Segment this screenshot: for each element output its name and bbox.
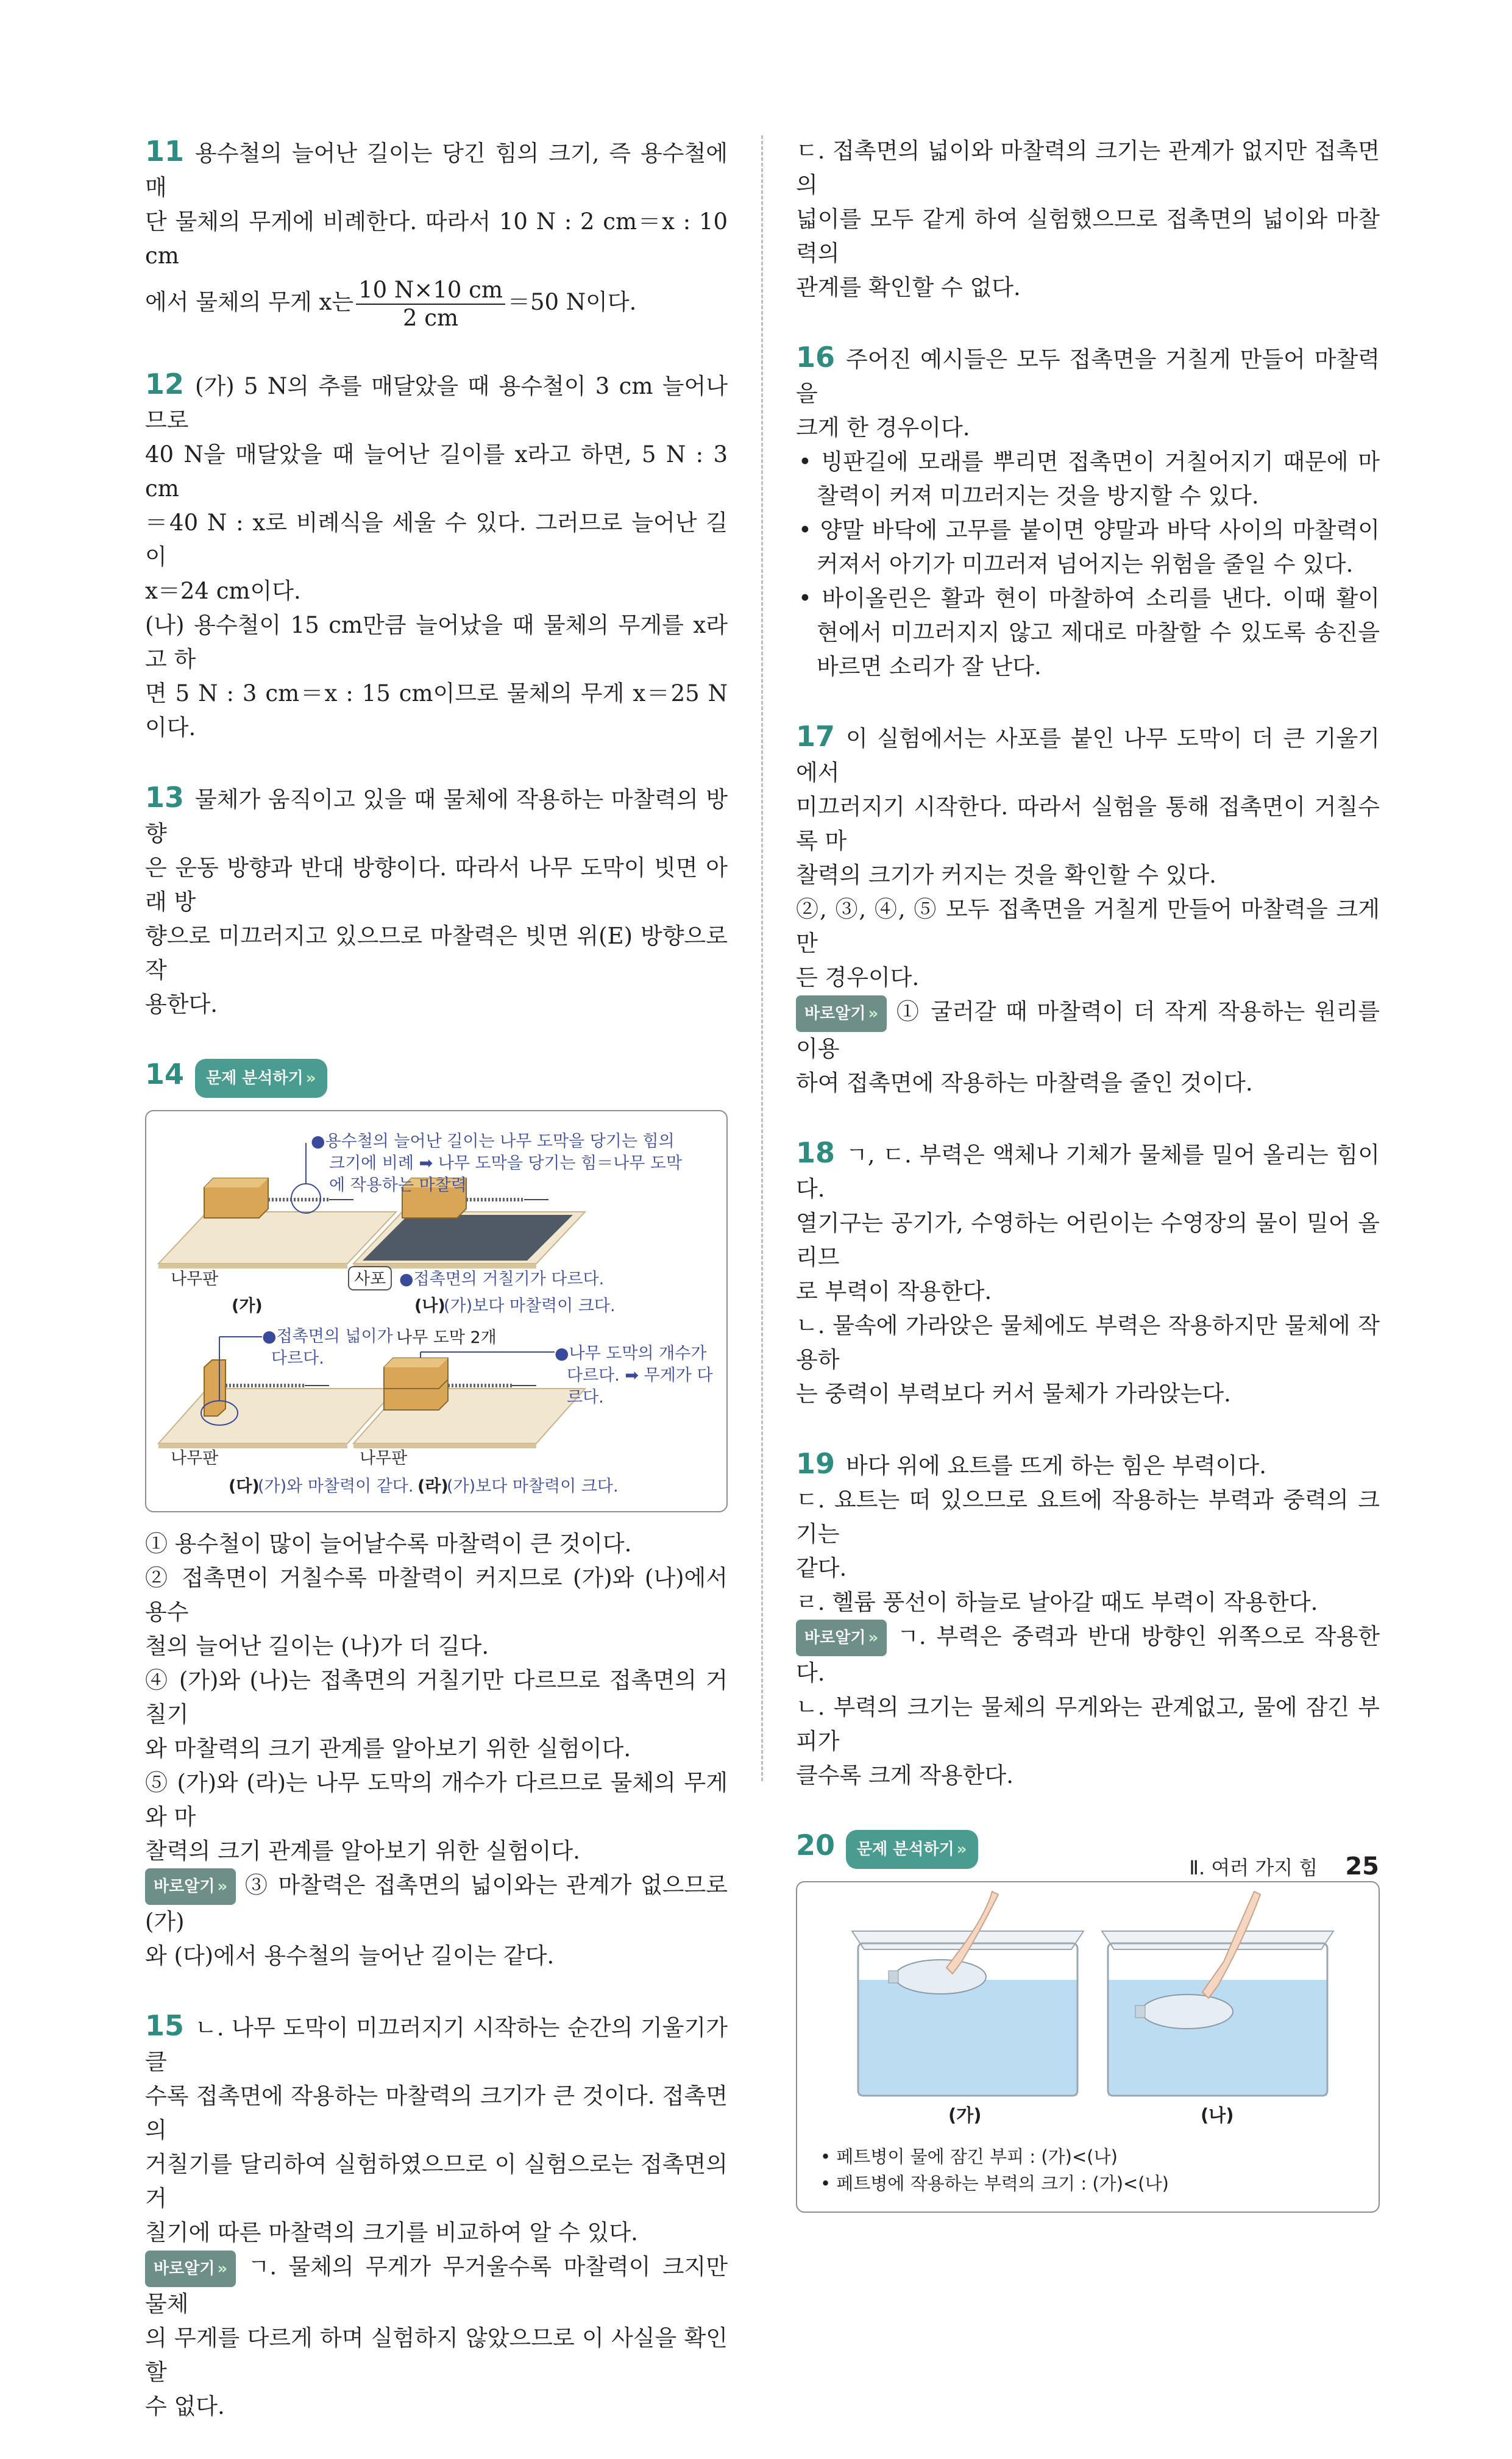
panel-label-da: (다) [229, 1476, 260, 1496]
water-na [1108, 1980, 1327, 2096]
figure-note: 에 작용하는 마찰력 [329, 1175, 467, 1195]
fraction-numerator: 10 N×10 cm [356, 277, 505, 305]
bullet-item: • 양말 바닥에 고무를 붙이면 양말과 바닥 사이의 마찰력이 커져서 아기가 미끄러져 넘어지는 위험을 줄일 수 있다. [798, 517, 1380, 577]
text-line: 물체가 움직이고 있을 때 물체에 작용하는 마찰력의 방향 [145, 786, 728, 847]
panel-desc: (가)보다 마찰력이 크다. [447, 1476, 619, 1496]
figure-note: 크기에 비례 ➡ 나무 도막을 당기는 힘＝나무 도막 [329, 1153, 683, 1173]
right-column [796, 134, 1380, 2248]
text-line: (가) 5 N의 추를 매달았을 때 용수철이 3 cm 늘어나므로 [145, 373, 728, 433]
text-line: 는 중력이 부력보다 커서 물체가 가라앉는다. [796, 1380, 1231, 1407]
figure-note: ●용수철의 늘어난 길이는 나무 도막을 당기는 힘의 [311, 1131, 675, 1151]
text-line: 수록 접촉면에 작용하는 마찰력의 크기가 큰 것이다. 접촉면의 [145, 2083, 728, 2143]
text-line: 은 운동 방향과 반대 방향이다. 따라서 나무 도막이 빗면 아래 방 [145, 855, 728, 915]
badge-label: 바로알기 [154, 1877, 215, 1896]
problem-analysis-badge [846, 1830, 978, 1869]
text-line: 관계를 확인할 수 없다. [796, 274, 1021, 301]
answer-20 [796, 1828, 1380, 2213]
text-line: 철의 늘어난 길이는 (나)가 더 길다. [145, 1632, 489, 1659]
blocks-label: 나무 도막 2개 [396, 1328, 497, 1347]
text-line: 에서 물체의 무게 x는 [145, 289, 354, 315]
water-ga [858, 1980, 1077, 2096]
text-line: ② 접촉면이 거칠수록 마찰력이 커지므로 (가)와 (나)에서 용수 [145, 1564, 728, 1625]
text-line: ＝50 N이다. [507, 289, 637, 315]
text-line: ㄱ, ㄷ. 부력은 액체나 기체가 물체를 밀어 올리는 힘이다. [796, 1141, 1380, 1202]
figure-note: ●접촉면의 넓이가 [262, 1326, 393, 1346]
fraction [356, 277, 505, 332]
board-label: 나무판 [171, 1269, 219, 1289]
figure-note: 다르다. [271, 1348, 324, 1368]
text-line: 넓이를 모두 같게 하여 실험했으므로 접촉면의 넓이와 마찰력의 [796, 206, 1380, 266]
correction-badge [796, 995, 887, 1032]
page-number: 25 [1345, 1852, 1379, 1881]
answer-13 [145, 780, 728, 1022]
text-line: 용수철의 늘어난 길이는 당긴 힘의 크기, 즉 용수철에 매 [145, 140, 728, 201]
question-number: 17 [796, 720, 836, 753]
text-line: 와 (다)에서 용수철의 늘어난 길이는 같다. [145, 1943, 555, 1969]
text-line: 수 없다. [145, 2393, 225, 2419]
panel-label-ga: (가) [948, 2104, 982, 2126]
answer-19 [796, 1447, 1380, 1793]
text-line: 열기구는 공기가, 수영하는 어린이는 수영장의 물이 밀어 올리므 [796, 1209, 1380, 1270]
bottle-ga [895, 1960, 986, 1994]
question-number: 13 [145, 781, 185, 814]
text-line: ① 용수철이 많이 늘어날수록 마찰력이 큰 것이다. [145, 1530, 632, 1557]
text-line: 40 N을 매달았을 때 늘어난 길이를 x라고 하면, 5 N : 3 cm [145, 441, 728, 502]
text-line: 면 5 N : 3 cm＝x : 15 cm이므로 물체의 무게 x＝25 N이다. [145, 680, 728, 741]
figure-note: ●접촉면의 거칠기가 다르다. [399, 1269, 605, 1289]
badge-label: 바로알기 [804, 1629, 866, 1647]
text-line: ㄱ. 부력은 중력과 반대 방향인 위쪽으로 작용한다. [796, 1623, 1380, 1686]
text-line: 미끄러지기 시작한다. 따라서 실험을 통해 접촉면이 거칠수록 마 [796, 794, 1380, 854]
text-line: 거칠기를 달리하여 실험하였으므로 이 실험으로는 접촉면의 거 [145, 2151, 728, 2212]
section-title: Ⅱ. 여러 가지 힘 [1189, 1856, 1318, 1879]
text-line: 찰력의 크기 관계를 알아보기 위한 실험이다. [145, 1837, 580, 1864]
text-line: ㄱ. 물체의 무게가 무거울수록 마찰력이 크지만 물체 [145, 2254, 728, 2317]
text-line: ⑤ (가)와 (라)는 나무 도막의 개수가 다르므로 물체의 무게와 마 [145, 1769, 728, 1830]
figure-bullet: • 페트병에 작용하는 부력의 크기 : (가)<(나) [820, 2173, 1169, 2194]
answer-12 [145, 367, 728, 745]
text-line: 크게 한 경우이다. [796, 415, 970, 441]
answer-14 [145, 1057, 728, 1973]
answer-17 [796, 719, 1380, 1100]
tank-rim-na [1102, 1931, 1333, 1949]
question-number: 12 [145, 368, 185, 400]
figure-note: ●나무 도막의 개수가 [555, 1343, 707, 1363]
page-footer [1189, 1852, 1379, 1881]
correction-badge [145, 1868, 236, 1905]
text-line: 바다 위에 요트를 뜨게 하는 힘은 부력이다. [846, 1452, 1266, 1479]
text-line: 로 부력이 작용한다. [796, 1278, 992, 1304]
bullet-item: • 빙판길에 모래를 뿌리면 접촉면이 거칠어지기 때문에 마찰력이 커져 미끄러지는 것을 방지할 수 있다. [798, 449, 1380, 509]
text-line: 단 물체의 무게에 비례한다. 따라서 10 N : 2 cm＝x : 10 cm [145, 208, 728, 269]
text-line: ㄴ. 나무 도막이 미끄러지기 시작하는 순간의 기울기가 클 [145, 2015, 728, 2075]
text-line: 클수록 크게 작용한다. [796, 1762, 1013, 1788]
text-line: (나) 용수철이 15 cm만큼 늘어났을 때 물체의 무게를 x라고 하 [145, 612, 728, 672]
board-edge [158, 1264, 347, 1269]
wood-block-da [204, 1360, 225, 1416]
text-line: ②, ③, ④, ⑤ 모두 접촉면을 거칠게 만들어 마찰력을 크게 만 [796, 896, 1380, 956]
answer-15-continued [796, 134, 1380, 305]
left-column [145, 134, 728, 2459]
panel-label-ra: (라) [417, 1476, 449, 1496]
text-line: ③ 마찰력은 접촉면의 넓이와는 관계가 없으므로 (가) [145, 1871, 728, 1935]
figure-note: 르다. [567, 1387, 604, 1407]
text-line: 찰력의 크기가 커지는 것을 확인할 수 있다. [796, 862, 1216, 888]
buoyancy-illustration [797, 1882, 1379, 2126]
fraction-denominator: 2 cm [402, 304, 459, 331]
answer-15 [145, 2009, 728, 2424]
text-line: 향으로 미끄러지고 있으므로 마찰력은 빗면 위(E) 방향으로 작 [145, 923, 728, 983]
text-line: 주어진 예시들은 모두 접촉면을 거칠게 만들어 마찰력을 [796, 346, 1380, 407]
text-line: 같다. [796, 1554, 847, 1581]
text-line: 하여 접촉면에 작용하는 마찰력을 줄인 것이다. [796, 1069, 1253, 1096]
text-line: ㄹ. 헬륨 풍선이 하늘로 날아갈 때도 부력이 작용한다. [796, 1589, 1318, 1615]
text-line: 용한다. [145, 991, 218, 1017]
badge-label: 바로알기 [154, 2259, 215, 2278]
badge-label: 바로알기 [804, 1004, 866, 1023]
question-number: 19 [796, 1447, 836, 1480]
text-line: ㄴ. 물속에 가라앉은 물체에도 부력은 작용하지만 물체에 작용하 [796, 1312, 1380, 1373]
answer-18 [796, 1136, 1380, 1411]
panel-label-na: (나) [1201, 2104, 1234, 2126]
panel-desc: (가)와 마찰력이 같다. [258, 1476, 414, 1496]
bottle-na [1141, 1995, 1233, 2029]
board-label: 나무판 [171, 1448, 219, 1468]
sandpaper-label: 사포 [354, 1269, 386, 1289]
text-line: ㄴ. 부력의 크기는 물체의 무게와는 관계없고, 물에 잠긴 부피가 [796, 1694, 1380, 1754]
text-line: 칠기에 따른 마찰력의 크기를 비교하여 알 수 있다. [145, 2219, 638, 2246]
text-line: 이 실험에서는 사포를 붙인 나무 도막이 더 큰 기울기에서 [796, 725, 1380, 786]
double-chevron-icon: » [305, 1069, 316, 1087]
double-chevron-icon: » [956, 1840, 967, 1859]
answer-16 [796, 340, 1380, 684]
question-number: 18 [796, 1136, 836, 1169]
question-number: 16 [796, 341, 836, 374]
panel-label-ga: (가) [232, 1296, 263, 1315]
double-chevron-icon: » [868, 1004, 879, 1023]
text-line: 든 경우이다. [796, 964, 920, 991]
double-chevron-icon: » [217, 1877, 228, 1896]
buoyancy-experiment-figure [796, 1881, 1380, 2213]
friction-experiment-figure [145, 1110, 728, 1512]
text-line: 와 마찰력의 크기 관계를 알아보기 위한 실험이다. [145, 1735, 631, 1762]
figure-bullet: • 페트병이 물에 잠긴 부피 : (가)<(나) [820, 2146, 1118, 2167]
correction-badge [796, 1620, 887, 1656]
column-divider [761, 135, 763, 1781]
badge-label: 문제 분석하기 [857, 1840, 954, 1859]
text-line: ㄷ. 요트는 떠 있으므로 요트에 작용하는 부력과 중력의 크기는 [796, 1486, 1380, 1547]
question-number: 11 [145, 135, 185, 168]
text-line: ㄷ. 접촉면의 넓이와 마찰력의 크기는 관계가 없지만 접촉면의 [796, 138, 1380, 198]
question-number: 14 [145, 1058, 185, 1091]
answer-11 [145, 134, 728, 332]
text-line: 의 무게를 다르게 하며 실험하지 않았으므로 이 사실을 확인할 [145, 2324, 728, 2385]
panel-desc: (가)보다 마찰력이 크다. [444, 1296, 616, 1315]
text-line: ＝40 N : x로 비례식을 세울 수 있다. 그러므로 늘어난 길이 [145, 510, 728, 570]
double-chevron-icon: » [217, 2259, 228, 2278]
text-line: x＝24 cm이다. [145, 578, 301, 604]
figure-note: 다르다. ➡ 무게가 다 [567, 1365, 713, 1385]
question-number: 15 [145, 2009, 185, 2042]
panel-label-na: (나) [414, 1296, 445, 1315]
double-chevron-icon: » [868, 1629, 879, 1647]
question-number: 20 [796, 1829, 836, 1862]
board-label: 나무판 [360, 1448, 408, 1468]
problem-analysis-badge [195, 1059, 327, 1098]
text-line: ① 굴러갈 때 마찰력이 더 작게 작용하는 원리를 이용 [796, 998, 1380, 1062]
bullet-item: • 바이올린은 활과 현이 마찰하여 소리를 낸다. 이때 활이 현에서 미끄러지지 않고 제대로 마찰할 수 있도록 송진을 바르면 소리가 잘 난다. [798, 585, 1380, 680]
correction-badge [145, 2251, 236, 2287]
badge-label: 문제 분석하기 [206, 1069, 303, 1087]
text-line: ④ (가)와 (나)는 접촉면의 거칠기만 다르므로 접촉면의 거칠기 [145, 1667, 728, 1728]
